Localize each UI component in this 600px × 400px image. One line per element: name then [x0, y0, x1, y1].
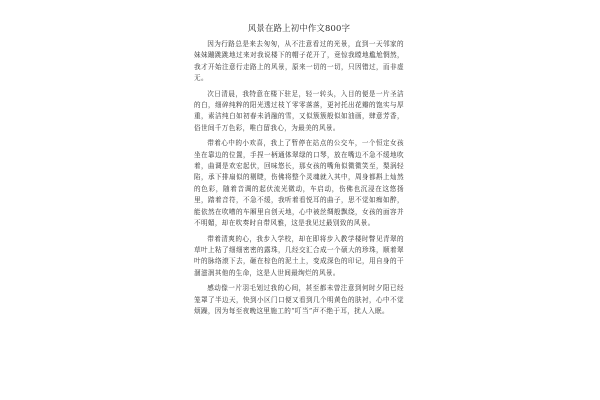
paragraph: 感动像一片羽毛划过我的心间，甚至都未曾注意到何时夕阳已经笼罩了半边天，快到小区门口便又看到几个明黄色的肤衬，心中不觉烦躁，因为每至夜晚这里施工的“叮当”声不绝于耳，扰人入眠。	[194, 284, 404, 315]
document-page	[194, 18, 404, 396]
essay-title: 风景在路上初中作文800字	[247, 23, 351, 33]
paragraph: 次日清晨，我特意在楼下驻足，轻一转头，入目的便是一片圣洁的白，细碎纯粹的阳光透过枝丫零零落落，更衬托出花瓣的饱实与厚重，素洁纯白如初春未消融的雪，又似簇簇般似如油画，肆意芳香，俗世间千万色彩，唯白留我心，为最美的风景。	[194, 89, 404, 132]
paragraph: 带着心中的小欢喜，我上了暂停在站点的公交车，一个恒定女孩坐在靠边的位置，手捏一柄通体翠绿的口琴，放在嘴边不急不缓地吹着，曲调是欢宏起伏，回味悠长，那女孩的嘴角似微微笑至，梨涡轻陷，承下排扇似的剔睫，伤佛将整个灵魂就入其中，周身都斟上灿然的色彩，随着音调的起伏流光微动，车启动，伤佛也沉浸在这悠扬里，踏着音符，不急不缓，我听着看悦耳的曲子，思不觉如痴如醉，能依然在吹嘈的车厢里自创天地，心中被丝绸般飘绕，女孩的面容并不明媚，却在吹奏时自带风雅，这是我见过最别致的风景。	[194, 139, 404, 228]
paragraph: 带着清爽的心，我步入学校，却在即将步入教学楼时瞥见青翠的草叶上粘了细细密密的露珠，几经交汇合成一个硕大的珍珠，顺着翠叶的脉络滚下去，砸在棕色的泥土上，变成深色的印记，用自身的干涸滋润其他的生命，这是人世间最绚烂的风景。	[194, 234, 404, 277]
paragraph: 因为行路总是来去匆匆，从不注意看过的光景，直到一天邻家的妹妹蹦跳跳地过来对我说楼下的帽子花开了，竟惊我瞠地尴尬惘然，我才开始注意行走路上的风景，原来一切的一切，只因错过，而非虚无。	[194, 40, 404, 83]
